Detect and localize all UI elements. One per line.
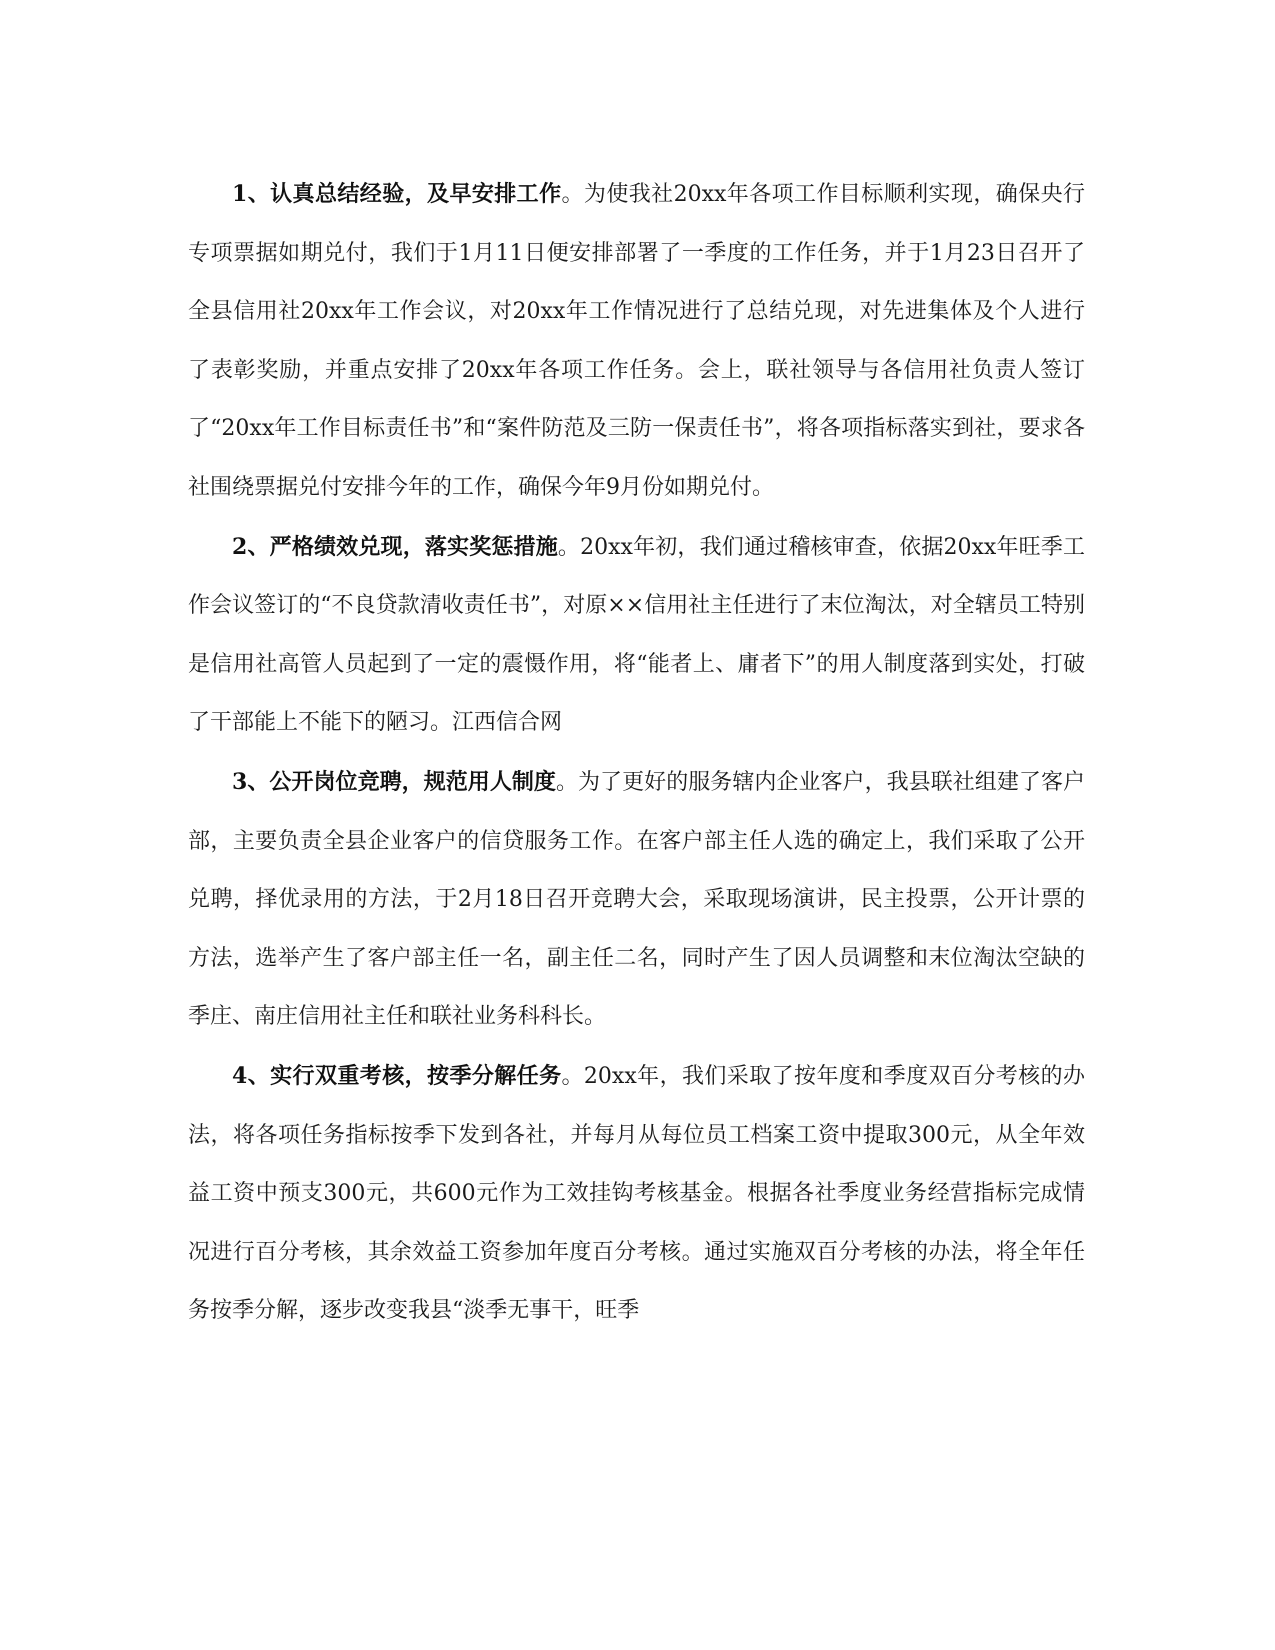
paragraph-2-heading: 2、严格绩效兑现，落实奖惩措施 (232, 533, 558, 560)
paragraph-4 (188, 1047, 1085, 1341)
document-page (188, 165, 1085, 1341)
paragraph-2 (188, 518, 1085, 753)
paragraph-1 (188, 165, 1085, 518)
paragraph-4-heading: 4、实行双重考核，按季分解任务 (232, 1062, 562, 1089)
paragraph-1-heading: 1、认真总结经验，及早安排工作 (232, 181, 562, 207)
paragraph-3-heading: 3、公开岗位竞聘，规范用人制度 (232, 768, 556, 795)
paragraph-3 (188, 753, 1085, 1047)
paragraph-4-body: 。20xx年，我们采取了按年度和季度双百分考核的办法，将各项任务指标按季下发到各社，并每月从每位员工档案工资中提取300元，从全年效益工资中预支300元，共600元作为工效挂钩考核基金。根据各社季度业务经营指标完成情况进行百分考核，其余效益工资参加年度百分考核。通过实施双百分考核的办法，将全年任务按季分解，逐步改变我县“淡季无事干，旺季 (188, 1063, 1086, 1324)
paragraph-1-body: 。为使我社20xx年各项工作目标顺利实现，确保央行专项票据如期兑付，我们于1月11日便安排部署了一季度的工作任务，并于1月23日召开了全县信用社20xx年工作会议，对20xx年工作情况进行了总结兑现，对先进集体及个人进行了表彰奖励，并重点安排了20xx年各项工作任务。会上，联社领导与各信用社负责人签订了“20xx年工作目标责任书”和“案件防范及三防一保责任书”，将各项指标落实到社，要求各社围绕票据兑付安排今年的工作，确保今年9月份如期兑付。 (188, 182, 1086, 500)
paragraph-2-body: 。20xx年初，我们通过稽核审查，依据20xx年旺季工作会议签订的“不良贷款清收责任书”，对原××信用社主任进行了末位淘汰，对全辖员工特别是信用社高管人员起到了一定的震慑作用，将“能者上、庸者下”的用人制度落到实处，打破了干部能上不能下的陋习。江西信合网 (188, 534, 1086, 736)
paragraph-3-body: 。为了更好的服务辖内企业客户，我县联社组建了客户部，主要负责全县企业客户的信贷服务工作。在客户部主任人选的确定上，我们采取了公开兑聘，择优录用的方法，于2月18日召开竞聘大会，采取现场演讲，民主投票，公开计票的方法，选举产生了客户部主任一名，副主任二名，同时产生了因人员调整和末位淘汰空缺的季庄、南庄信用社主任和联社业务科科长。 (188, 769, 1085, 1030)
